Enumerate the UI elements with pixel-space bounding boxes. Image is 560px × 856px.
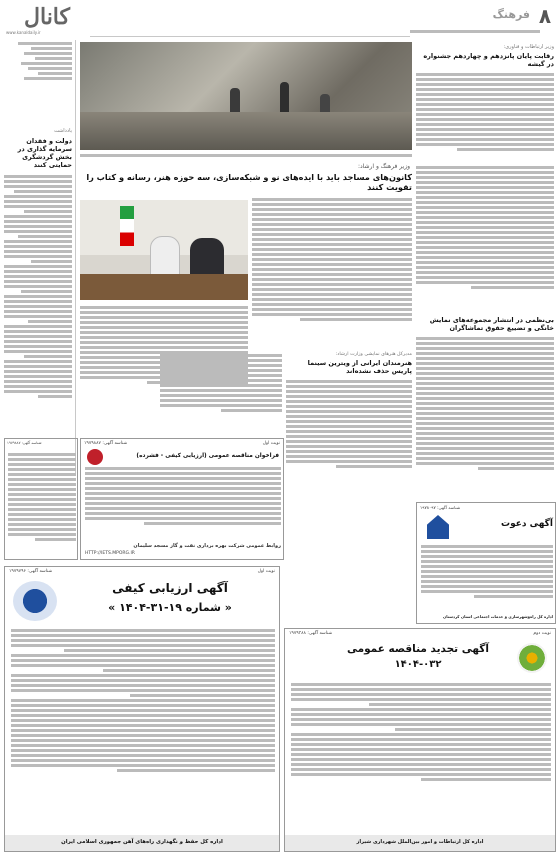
ad-tender-left-body (8, 451, 76, 557)
meeting-table (80, 274, 248, 300)
right-article-body (416, 335, 554, 495)
center-article-kicker: مدیرکل هنرهای نمایشی وزارت ارشاد: (335, 352, 412, 357)
right-article (416, 316, 554, 498)
ad-tender-1-body (85, 465, 281, 541)
ad-evaluation (4, 566, 280, 852)
main-article-headline: کانون‌های مساجد باید با ایده‌های نو و شبکه‌سازی، سه حوزه هنر، رسانه و کتاب را تقویت کنند (86, 172, 412, 192)
ad-evaluation-header-left: شناسه آگهی: ۱۹۷۹۷۹۶ (9, 569, 53, 574)
top-article-title: رقابت پایان پانزدهم و چهاردهم جشنواره در گیشه (423, 52, 554, 68)
ad-evaluation-title: آگهی ارزیابی کیفی (112, 581, 228, 595)
right-article-text-top (416, 164, 554, 314)
ad-tender-left (4, 438, 78, 560)
left-note-title: دولت و فقدان سرمایه گذاری در بخش گردشگری حمایتی کنند (17, 137, 72, 169)
left-index (4, 40, 72, 98)
ad-invitation (416, 502, 556, 624)
building-logo-icon (427, 515, 449, 539)
person-figure (190, 238, 224, 278)
center-article-title: هنرمندان ایرانی از ویترین سینما پاریس حذف نشده‌اند (307, 359, 412, 375)
masthead-divider (90, 36, 410, 37)
ad-invitation-body (421, 543, 553, 611)
masthead (0, 0, 560, 40)
ad-renewal-header-left: شناسه آگهی: ۱۹۷۹۳۸۸ (289, 631, 333, 636)
ad-tender-1-footer: روابط عمومی شرکت بهره برداری نفت و گاز مسجد سلیمان (133, 543, 281, 549)
hero-photo-rubble (80, 112, 412, 150)
ad-renewal-subtitle: ۱۴۰۴-۰۳۲ (394, 659, 442, 670)
ad-invitation-title: آگهی دعوت (501, 519, 553, 529)
ad-renewal (284, 628, 556, 852)
left-column-divider (75, 40, 76, 476)
main-article-body-1 (252, 196, 412, 346)
hero-photo-figure (280, 82, 289, 114)
railway-logo-icon (13, 581, 57, 621)
ad-tender-1-title: فراخوان مناقصه عمومی (ارزیابی کیفی - فشرده) (136, 453, 279, 459)
ad-renewal-body (291, 681, 551, 831)
left-note-label: یادداشت (54, 128, 72, 134)
ad-evaluation-subtitle: « شماره ۱۹-۳۱-۱۴۰۴ » (108, 601, 232, 614)
masthead-site: www.kanaldaily.ir (6, 30, 41, 35)
page-number: ۸ (538, 4, 552, 28)
left-column (4, 40, 72, 476)
ad-invitation-footer: اداره کل راه‌وشهرسازی و خدمات اجتماعی استان کردستان (443, 614, 553, 619)
oil-company-logo-icon (87, 449, 103, 465)
ad-renewal-header-right: نوبت دوم (533, 631, 551, 636)
left-note-body (4, 173, 72, 473)
ad-tender-1-header-left: شناسه آگهی: ۱۹۷۹۸۸۷ (84, 441, 128, 446)
center-article-body (286, 378, 412, 492)
right-article-title: بی‌نظمی در انتشار مجموعه‌های نمایش خانگی و تضییع حقوق تماشاگران (429, 316, 554, 332)
section-title: فرهنگ (492, 8, 530, 21)
top-article-kicker: وزیر ارتباطات و فناوری: (503, 44, 554, 50)
flower-logo-icon (517, 643, 547, 673)
flag-icon (120, 206, 134, 246)
ad-tender-1-footer-sub: HTTP://IETS.MPORG.IR (85, 551, 135, 556)
ad-invitation-header-left: شناسه آگهی: ۱۹۷۸۰۹۷ (420, 505, 461, 510)
top-article (416, 44, 554, 162)
under-photo-text (80, 152, 412, 162)
main-article-kicker: وزیر فرهنگ و ارشاد: (357, 163, 410, 170)
ad-tender-1 (80, 438, 284, 560)
ad-evaluation-header-right: نوبت اول (257, 569, 275, 574)
person-figure (150, 236, 180, 276)
middle-body-3 (160, 352, 282, 432)
ad-evaluation-footer: اداره کل حفظ و نگهداری راه‌های آهن جمهوری اسلامی ایران (61, 839, 223, 845)
top-article-body (416, 71, 554, 167)
masthead-info (410, 28, 540, 38)
ad-evaluation-body (11, 627, 275, 827)
masthead-logo: کانال (24, 4, 70, 30)
ad-renewal-title: آگهی تجدید مناقصه عمومی (346, 643, 490, 655)
meeting-photo (80, 200, 248, 300)
ad-renewal-footer: اداره کل ارتباطات و امور بین‌الملل شهرداری شیراز (356, 839, 484, 845)
hero-photo (80, 42, 412, 150)
ad-tender-left-header-left: شناسه آگهی: ۱۹۷۹۸۸۷ (7, 441, 42, 445)
ad-tender-1-header-right: نوبت اول (262, 441, 280, 446)
center-article (286, 352, 412, 500)
